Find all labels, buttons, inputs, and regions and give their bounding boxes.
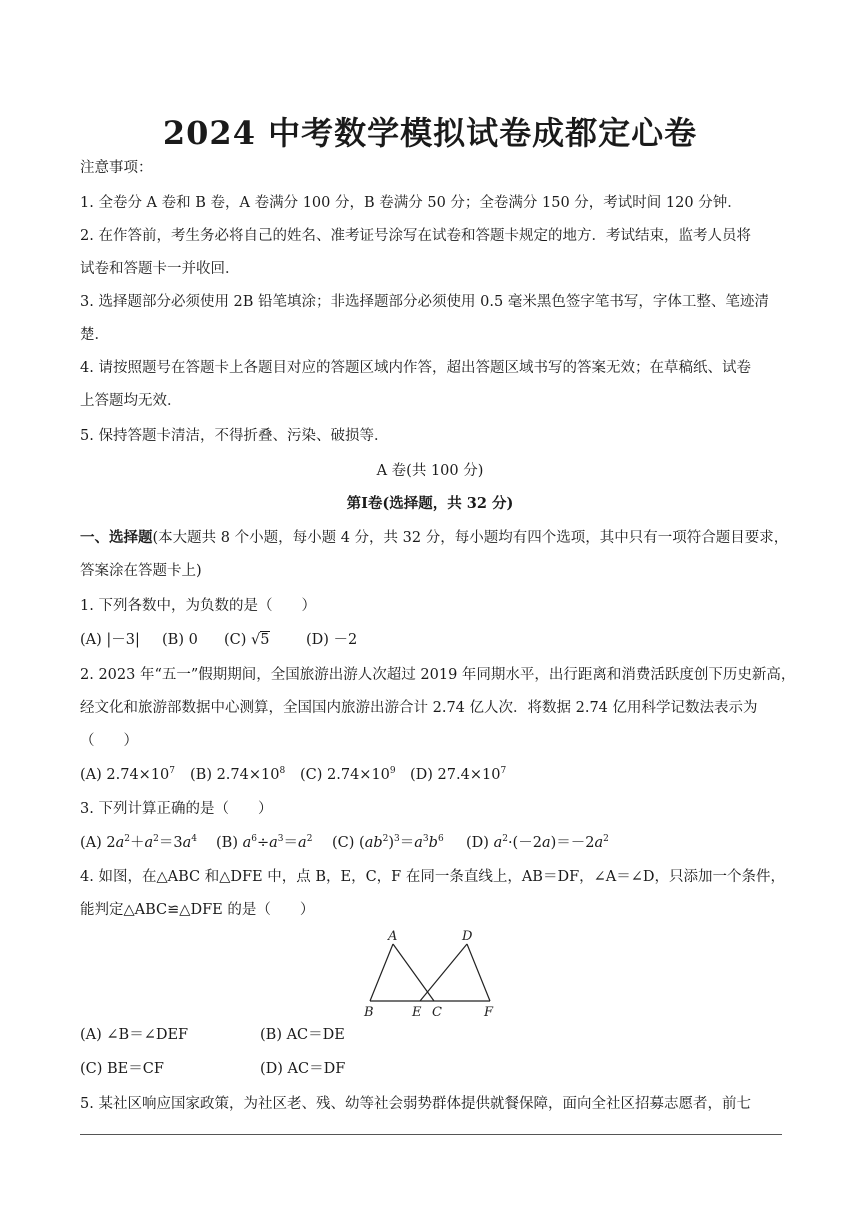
label-b: B [364, 1005, 374, 1018]
side-ed [420, 944, 467, 1001]
q2-option-c-label: (C) 2.74×10 [300, 767, 390, 783]
triangle-figure [360, 926, 500, 1018]
q2-options [80, 765, 784, 785]
q3-option-d: (D) $a^2\cdot(-2a)=-2a^2$ [466, 834, 609, 851]
notice-2: 2. 在作答前，考生务必将自己的姓名、准考证号涂写在试卷和答题卡规定的地方．考试结束，监考人员将 [80, 228, 751, 244]
label-d: D [462, 929, 473, 944]
q3-option-b: (B) $a^6\div a^3=a^2$ [216, 834, 313, 851]
side-df [467, 944, 490, 1001]
q1-option-c-label: (C) [224, 632, 252, 648]
q1-option-c-radicand: 5 [260, 632, 270, 648]
q1-stem: 1. 下列各数中，为负数的是（ ） [80, 598, 316, 614]
notice-2-cont: 试卷和答题卡一并收回． [80, 261, 240, 277]
q3-stem: 3. 下列计算正确的是（ ） [80, 801, 273, 817]
label-e: E [412, 1005, 422, 1018]
q2-option-a-exp: 7 [169, 766, 176, 777]
notice-4: 4. 请按照题号在答题卡上各题目对应的答题区域内作答，超出答题区域书写的答案无效；在草稿纸、试卷 [80, 360, 751, 376]
q4-options-row2 [80, 1059, 784, 1079]
label-f: F [484, 1005, 494, 1018]
q2-line2: 经文化和旅游部数据中心测算，全国国内旅游出游合计 2.74 亿人次．将数据 2.74 亿用科学记数法表示为 [80, 700, 758, 716]
q2-option-b [190, 765, 300, 785]
notice-3: 3. 选择题部分必须使用 2B 铅笔填涂；非选择题部分必须使用 0.5 毫米黑色签字笔书写，字体工整、笔迹清 [80, 294, 769, 310]
q2-option-a [80, 765, 190, 785]
footer-divider [80, 1134, 782, 1135]
q2-option-d-label: (D) 27.4×10 [410, 767, 501, 783]
q2-option-b-label: (B) 2.74×10 [190, 767, 280, 783]
q2-line1: 2. 2023 年“五一”假期期间，全国旅游出游人次超过 2019 年同期水平，出行距离和消费活跃度创下历史新高， [80, 667, 796, 683]
q2-option-b-exp: 8 [279, 766, 286, 777]
notice-1: 1. 全卷分 A 卷和 B 卷，A 卷满分 100 分，B 卷满分 50 分；全卷满分 150 分，考试时间 120 分钟． [80, 195, 742, 211]
q1-options [80, 630, 784, 650]
q3-option-c: (C) $(ab^2)^3=a^3b^6$ [332, 834, 444, 851]
q4-option-d: (D) AC＝DF [260, 1061, 346, 1077]
notice-3-cont: 楚． [80, 327, 109, 343]
q2-line3: （ ） [80, 733, 138, 749]
side-ac [393, 944, 434, 1001]
q4-options-row1 [80, 1025, 784, 1045]
section-a-heading: A 卷(共 100 分) [376, 463, 484, 479]
q3-option-a: (A) $2a^2+a^2=3a^4$ [80, 834, 198, 851]
section1-desc-cont: 答案涂在答题卡上) [80, 563, 202, 579]
q2-option-d-exp: 7 [500, 766, 507, 777]
notice-header: 注意事项： [80, 160, 153, 176]
q1-option-b: (B) 0 [162, 632, 198, 648]
q2-option-a-label: (A) 2.74×10 [80, 767, 170, 783]
q4-option-a: (A) ∠B＝∠DEF [80, 1027, 189, 1043]
q1-option-d: (D) －2 [306, 632, 358, 648]
sqrt-icon: √ [251, 632, 261, 648]
q2-option-c-exp: 9 [389, 766, 396, 777]
side-ab [370, 944, 393, 1001]
q2-option-d [410, 765, 506, 785]
label-c: C [432, 1005, 442, 1018]
section1-desc: (本大题共 8 个小题，每小题 4 分，共 32 分，每小题均有四个选项，其中只有一项符合题目要求， [152, 530, 789, 546]
page-title: 2024 中考数学模拟试卷成都定心卷 [162, 114, 698, 152]
part1-heading: 第Ⅰ卷(选择题，共 32 分) [346, 495, 514, 512]
label-a: A [388, 929, 398, 944]
q1-option-a: (A) |－3| [80, 632, 140, 648]
q4-line1: 4. 如图，在△ABC 和△DFE 中，点 B，E，C，F 在同一条直线上，AB＝DF，∠A＝∠D，只添加一个条件， [80, 869, 786, 885]
section1-title: 一、选择题 [80, 529, 153, 546]
notice-5: 5. 保持答题卡清洁，不得折叠、污染、破损等． [80, 428, 389, 444]
q4-option-c: (C) BE＝CF [80, 1061, 164, 1077]
q4-option-b: (B) AC＝DE [260, 1027, 345, 1043]
section1-intro [80, 528, 789, 548]
notice-4-cont: 上答题均无效． [80, 393, 182, 409]
q2-option-c [300, 765, 410, 785]
q4-line2: 能判定△ABC≌△DFE 的是（ ） [80, 902, 315, 918]
q3-options [80, 833, 784, 853]
q1-option-c [224, 630, 306, 650]
q5-line1: 5. 某社区响应国家政策，为社区老、残、幼等社会弱势群体提供就餐保障，面向全社区招募志愿者，前七 [80, 1096, 751, 1112]
